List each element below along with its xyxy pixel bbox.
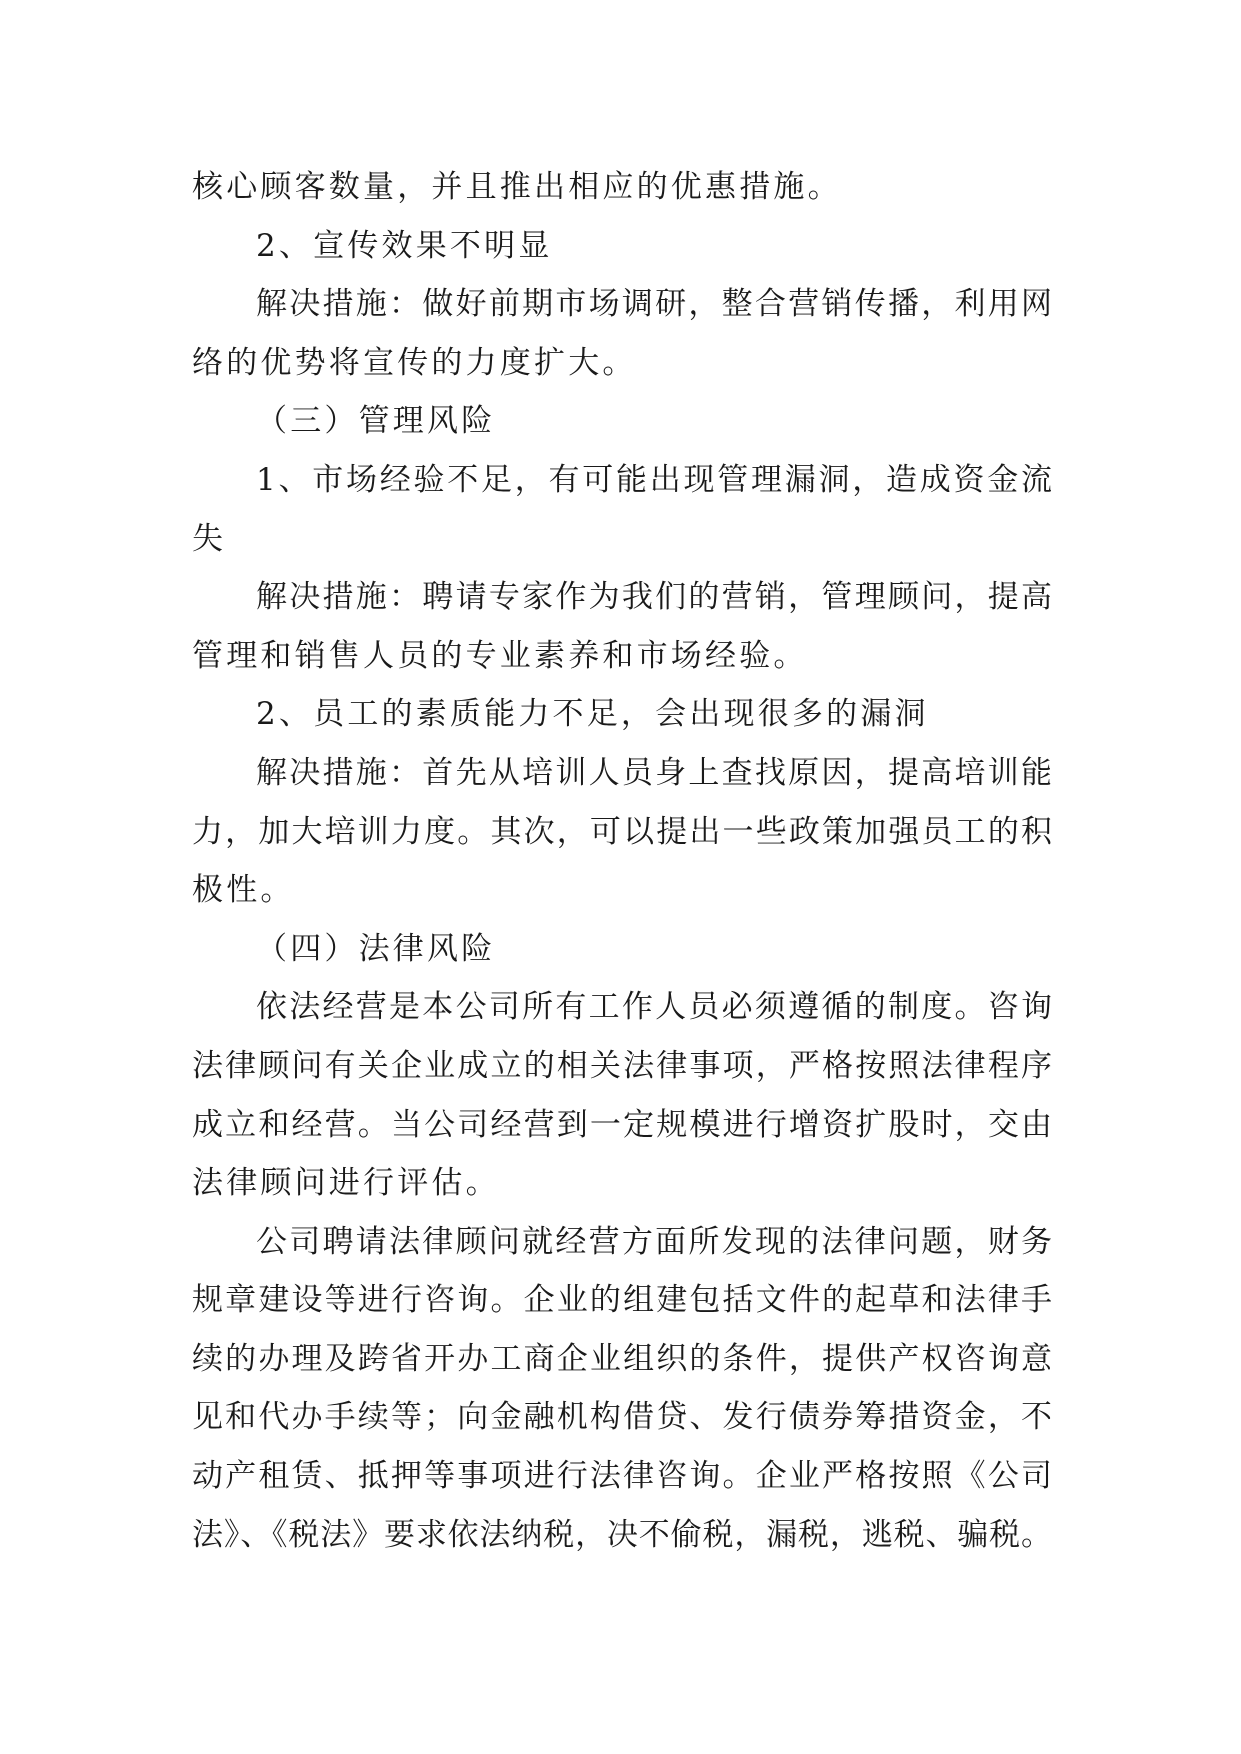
text-line: 解决措施：首先从培训人员身上查找原因，提高培训能 [256, 754, 1052, 791]
text-line: 动产租赁、抵押等事项进行法律咨询。企业严格按照《公司 [192, 1458, 1052, 1495]
text-line: 络的优势将宣传的力度扩大。 [192, 344, 637, 381]
numbered-item-heading: 2、员工的素质能力不足，会出现很多的漏洞 [256, 696, 929, 733]
text-line: 公司聘请法律顾问就经营方面所发现的法律问题，财务 [256, 1223, 1052, 1260]
text-line: 法律顾问进行评估。 [192, 1165, 500, 1202]
text-line: 力，加大培训力度。其次，可以提出一些政策加强员工的积 [192, 813, 1052, 850]
text-line: 法》、《税法》要求依法纳税，决不偷税，漏税，逃税、骗税。 [192, 1516, 1052, 1553]
section-heading: （四）法律风险 [256, 930, 496, 967]
text-line: 规章建设等进行咨询。企业的组建包括文件的起草和法律手 [192, 1282, 1052, 1319]
text-line: 见和代办手续等；向金融机构借贷、发行债券筹措资金，不 [192, 1399, 1052, 1436]
text-line: 管理和销售人员的专业素养和市场经验。 [192, 637, 808, 674]
text-line: 法律顾问有关企业成立的相关法律事项，严格按照法律程序 [192, 1047, 1052, 1084]
numbered-item-heading: 2、宣传效果不明显 [256, 227, 553, 264]
section-heading: （三）管理风险 [256, 403, 496, 440]
numbered-item-heading: 1、市场经验不足，有可能出现管理漏洞，造成资金流 [256, 461, 1052, 498]
text-line: 续的办理及跨省开办工商企业组织的条件，提供产权咨询意 [192, 1340, 1052, 1377]
text-line: 成立和经营。当公司经营到一定规模进行增资扩股时，交由 [192, 1106, 1052, 1143]
text-line: 极性。 [192, 872, 295, 909]
text-line: 解决措施：做好前期市场调研，整合营销传播，利用网 [256, 286, 1052, 323]
document-body [192, 158, 1052, 1564]
text-line: 依法经营是本公司所有工作人员必须遵循的制度。咨询 [256, 989, 1052, 1026]
text-line: 解决措施：聘请专家作为我们的营销，管理顾问，提高 [256, 579, 1052, 616]
text-line: 失 [192, 520, 227, 557]
text-line: 核心顾客数量，并且推出相应的优惠措施。 [192, 169, 842, 205]
